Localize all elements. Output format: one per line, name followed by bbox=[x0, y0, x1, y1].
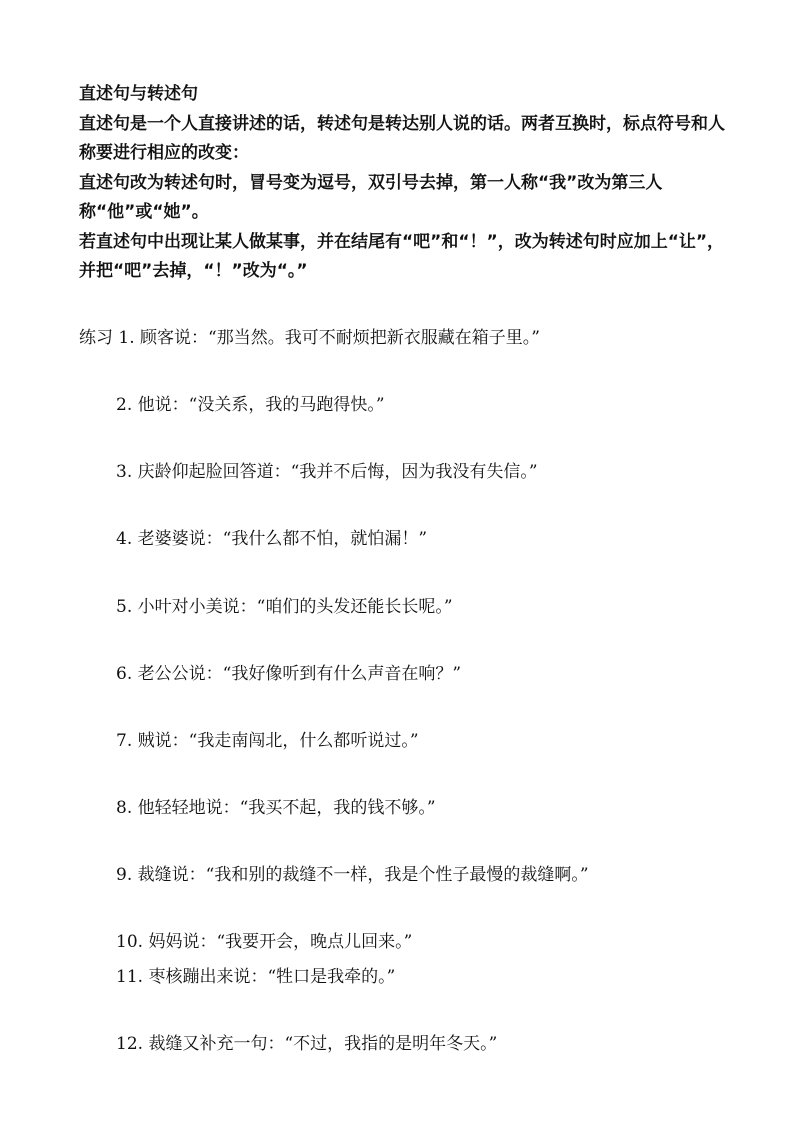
exercise-item-5: 5. 小叶对小美说：“咱们的头发还能长长呢。” bbox=[116, 597, 453, 617]
exercise-item-6: 6. 老公公说：“我好像听到有什么声音在响？” bbox=[116, 664, 462, 684]
exercise-item-3: 3. 庆龄仰起脸回答道：“我并不后悔，因为我没有失信。” bbox=[116, 462, 538, 482]
exercise-item-4: 4. 老婆婆说：“我什么都不怕，就怕漏！” bbox=[116, 529, 428, 549]
intro-paragraph-1: 直述句是一个人直接讲述的话，转述句是转达别人说的话。两者互换时，标点符号和人称要进行相应的改变： bbox=[79, 113, 725, 163]
section-title: 直述句与转述句 bbox=[79, 84, 198, 104]
exercise-item-2: 2. 他说：“没关系，我的马跑得快。” bbox=[116, 395, 385, 415]
exercise-item-12: 12. 裁缝又补充一句：“不过，我指的是明年冬天。” bbox=[116, 1034, 498, 1054]
intro-paragraph-2: 直述句改为转述句时，冒号变为逗号，双引号去掉，第一人称“我”改为第三人称“他”或“她”。 bbox=[79, 172, 663, 222]
exercise-item-7: 7. 贼说：“我走南闯北，什么都听说过。” bbox=[116, 731, 419, 751]
exercise-item-1: 练习 1. 顾客说：“那当然。我可不耐烦把新衣服藏在箱子里。” bbox=[79, 328, 540, 348]
intro-section bbox=[79, 80, 729, 287]
exercise-item-9: 9. 裁缝说：“我和别的裁缝不一样，我是个性子最慢的裁缝啊。” bbox=[116, 865, 589, 885]
intro-paragraph-3: 若直述句中出现让某人做某事，并在结尾有“吧”和“！”，改为转述句时应加上“让”，并把“吧”去掉，“！”改为“。” bbox=[79, 231, 725, 281]
exercise-item-11: 11. 枣核蹦出来说：“牲口是我牵的。” bbox=[116, 967, 396, 987]
exercise-item-10: 10. 妈妈说：“我要开会，晚点儿回来。” bbox=[116, 932, 413, 952]
exercise-item-8: 8. 他轻轻地说：“我买不起，我的钱不够。” bbox=[116, 798, 436, 818]
